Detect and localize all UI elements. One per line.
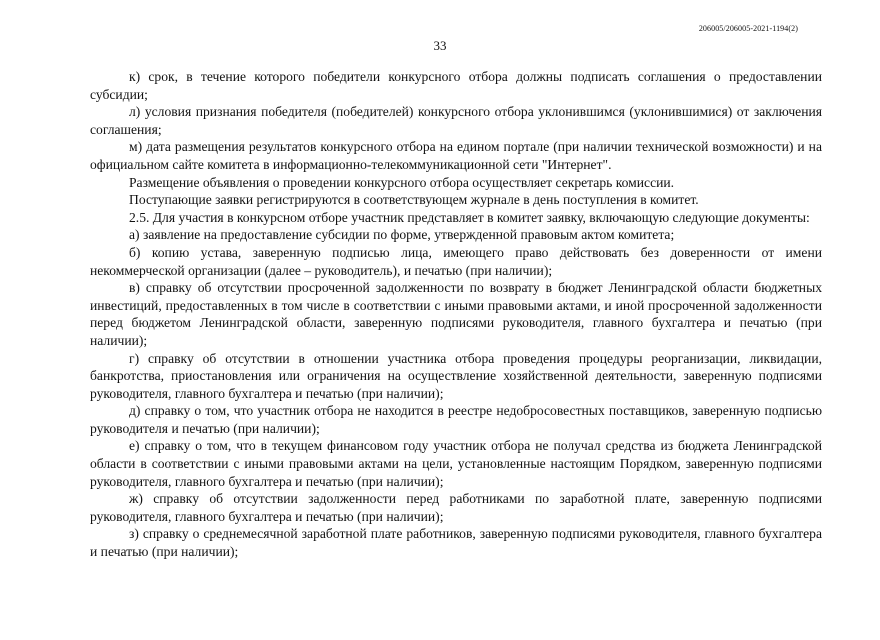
page-number: 33: [433, 38, 447, 53]
paragraph-b: б) копию устава, заверенную подписью лица, имеющего право действовать без доверенности от имени некоммерческой организации (далее – руководитель), и печатью (при наличии);: [90, 244, 822, 278]
document-number: 206005/206005-2021-1194(2): [698, 24, 798, 33]
paragraph-l: л) условия признания победителя (победителей) конкурсного отбора уклонившимся (уклонившимися) от заключения соглашения;: [90, 104, 822, 137]
paragraph-zh: ж) справку об отсутствии задолженности перед работниками по заработной плате, заверенную подписями руководителя, главного бухгалтера и печатью (при наличии);: [90, 491, 822, 524]
paragraph-2-5: 2.5. Для участия в конкурсном отборе участник представляет в комитет заявку, включающую следующие документы:: [129, 209, 810, 225]
paragraph-z: з) справку о среднемесячной заработной плате работников, заверенную подписями руководителя, главного бухгалтера и печатью (при наличии);: [90, 526, 822, 560]
paragraph-g: г) справку об отсутствии в отношении участника отбора проведения процедуры реорганизации, ликвидации, банкротства, приостановления или ограничения на осуществление хозяйственной деятельности, заверенную подписями руководителя, главного бухгалтера и печатью (при наличии);: [90, 350, 822, 401]
paragraph-announcement: Размещение объявления о проведении конкурсного отбора осуществляет секретарь комиссии.: [129, 174, 675, 190]
paragraph-a: а) заявление на предоставление субсидии по форме, утвержденной правовым актом комитета;: [129, 227, 675, 243]
paragraph-k: к) срок, в течение которого победители конкурсного отбора должны подписать соглашения о предоставлении субсидии;: [90, 69, 822, 102]
paragraph-registration: Поступающие заявки регистрируются в соответствующем журнале в день поступления в комитет.: [129, 192, 699, 208]
paragraph-e: е) справку о том, что в текущем финансовом году участник отбора не получал средства из бюджета Ленинградской области в соответствии с иными правовыми актами на цели, установленные настоящим Порядком, заверенную подписями руководителя, главного бухгалтера и печатью (при наличии);: [90, 438, 822, 489]
paragraph-v: в) справку об отсутствии просроченной задолженности по возврату в бюджет Ленинградской области бюджетных инвестиций, предоставленных в том числе в соответствии с иными правовыми актами, и иной просроченной задолженности перед бюджетом Ленинградской области, заверенную подписями руководителя, главного бухгалтера и печатью (при наличии);: [90, 280, 822, 348]
paragraph-m: м) дата размещения результатов конкурсного отбора на едином портале (при наличии технической возможности) и на официальном сайте комитета в информационно-телекоммуникационной сети "Интернет".: [90, 139, 822, 172]
paragraph-d: д) справку о том, что участник отбора не находится в реестре недобросовестных поставщиков, заверенную подписью руководителя и печатью (при наличии);: [90, 403, 822, 436]
document-body: [90, 68, 822, 561]
